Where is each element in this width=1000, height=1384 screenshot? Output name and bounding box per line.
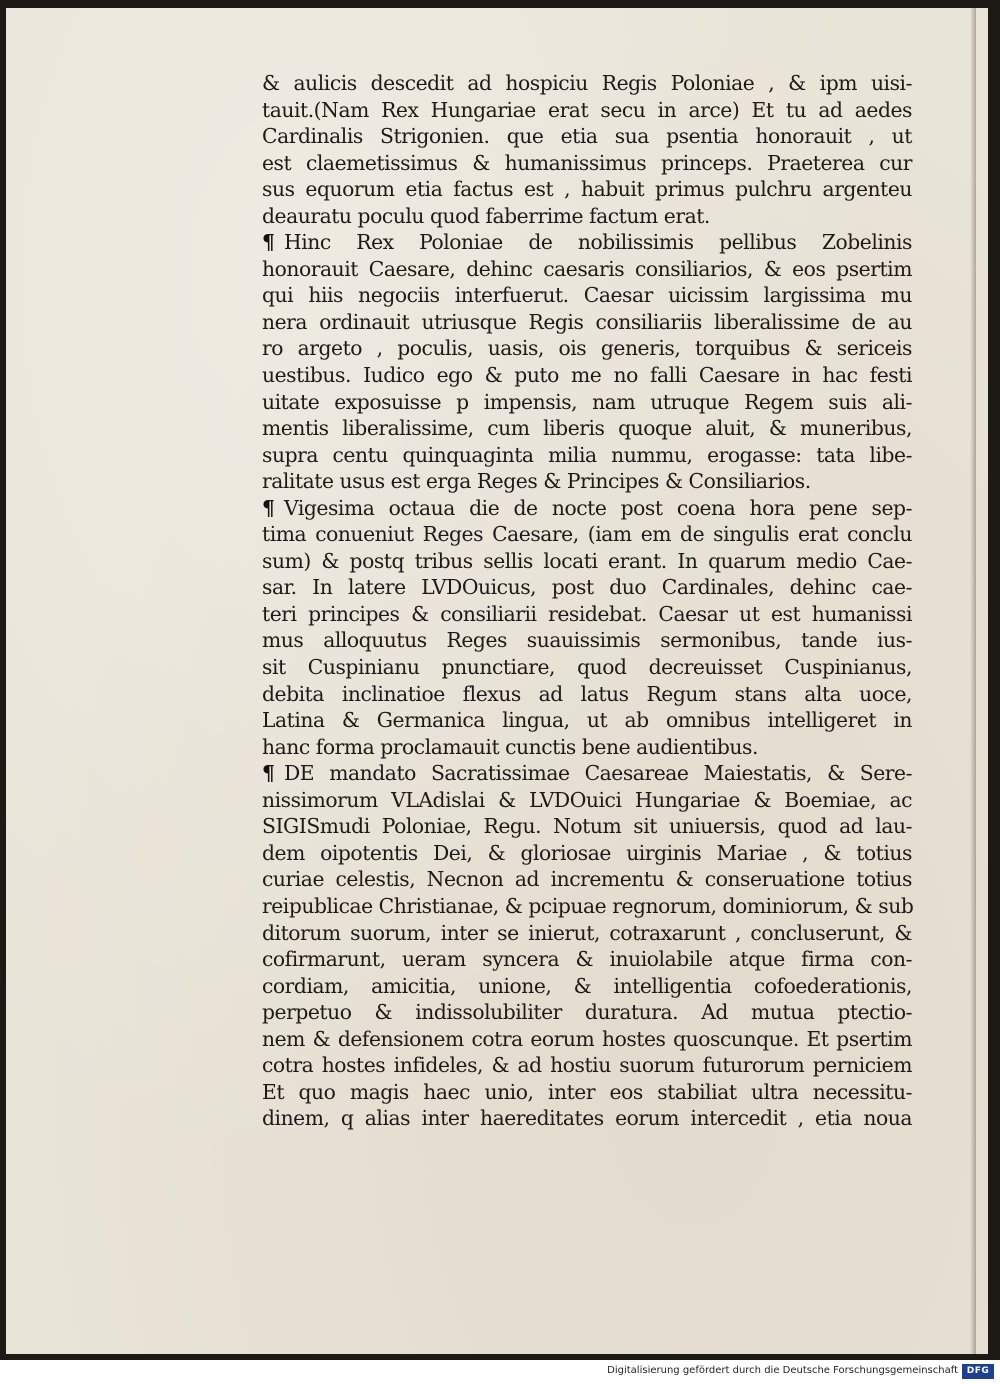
text-line-content: & aulicis descedit ad hospiciu Regis Poloniae , & ipm uisi- [262,71,912,95]
text-line-content: perpetuo & indissolubiliter duratura. Ad mutua ptectio- [262,1000,912,1025]
text-line [262,627,912,654]
text-line [262,282,912,309]
text-line-content: qui hiis negociis interfuerut. Caesar uicissim largissima mu [262,283,912,308]
text-line [262,601,912,628]
text-line-content: uitate exposuisse p impensis, nam utruque Regem suis ali- [262,389,912,414]
text-line-content: tauit.(Nam Rex Hungariae erat secu in arce) Et tu ad aedes [262,97,912,122]
dfg-logo: DFG [962,1364,994,1379]
text-line-content: nera ordinauit utriusque Regis consiliariis liberalissime de au [262,309,912,334]
text-line-content: debita inclinatioe flexus ad latus Regum stans alta uoce, [262,681,912,706]
text-line [262,866,912,893]
text-line [262,813,912,840]
text-line [262,70,912,97]
text-line [262,495,912,522]
printed-text-block [262,70,912,1132]
text-line [262,176,912,203]
text-line-content: cotra hostes infideles, & ad hostiu suorum futurorum perniciem [262,1053,912,1078]
text-line [262,787,912,814]
text-line-content: sum) & postq tribus sellis locati erant. In quarum medio Cae- [262,548,912,573]
text-line [262,973,912,1000]
text-line [262,1026,912,1053]
text-line-content: dinem, q alias inter haereditates eorum intercedit , etia noua [262,1106,912,1131]
text-line [262,946,912,973]
text-line-content: dem oipotentis Dei, & gloriosae uirginis Mariae , & totius [262,840,912,865]
text-line [262,681,912,708]
text-line-content: teri principes & consiliarii residebat. Caesar ut est humanissi [262,601,912,626]
text-line [262,309,912,336]
text-line-content: Et quo magis haec unio, inter eos stabiliat ultra necessitu- [262,1079,912,1104]
text-line-content: cordiam, amicitia, unione, & intelligentia cofoederationis, [262,973,912,998]
text-line-content: ditorum suorum, inter se inierut, cotraxarunt , concluserunt, & [262,920,912,945]
text-line-content: uestibus. Iudico ego & puto me no falli Caesare in hac festi [262,363,912,388]
text-line-content: ralitate usus est erga Reges & Principes & Consiliarios. [262,469,811,494]
text-line [262,150,912,177]
text-line [262,840,912,867]
text-line-content: mentis liberalissime, cum liberis quoque aluit, & muneribus, [262,416,912,441]
text-line [262,389,912,416]
text-line-content: est claemetissimus & humanissimus princeps. Praeterea cur [262,150,912,175]
text-line-content: honorauit Caesare, dehinc caesaris consiliarios, & eos psertim [262,256,912,281]
text-line-content: deauratu poculu quod faberrime factum erat. [262,203,710,228]
text-line [262,203,912,230]
text-line [262,999,912,1026]
text-line-content: SIGISmudi Poloniae, Regu. Notum sit uniuersis, quod ad lau- [262,814,912,839]
page-edge-shadow [970,8,976,1354]
text-line [262,1052,912,1079]
text-line [262,920,912,947]
text-line [262,97,912,124]
text-line [262,707,912,734]
text-line [262,893,912,920]
text-line [262,548,912,575]
text-line [262,468,912,495]
text-line-content: hanc forma proclamauit cunctis bene audientibus. [262,734,758,759]
text-line-content: mus alloquutus Reges suauissimis sermonibus, tande ius- [262,628,912,653]
text-line [262,654,912,681]
text-line-content: Vigesima octaua die de nocte post coena hora pene sep- [284,495,912,520]
text-line-content: sar. In latere LVDOuicus, post duo Cardinales, dehinc cae- [262,575,912,600]
text-line [262,574,912,601]
text-line-content: reipublicae Christianae, & pcipuae regnorum, dominiorum, & sub [262,893,914,918]
paragraph-mark: ¶ [262,761,275,786]
text-line-content: DE mandato Sacratissimae Caesareae Maiestatis, & Sere- [284,761,912,786]
text-line [262,760,912,787]
paragraph-mark: ¶ [262,495,275,520]
text-line-content: curiae celestis, Necnon ad incrementu & conseruatione totius [262,867,912,892]
text-line-content: cofirmarunt, ueram syncera & inuiolabile atque firma con- [262,947,912,972]
text-line-content: tima conueniut Reges Caesare, (iam em de singulis erat conclu [262,522,912,547]
text-line [262,335,912,362]
funding-credit: Digitalisierung gefördert durch die Deutsche Forschungsgemeinschaft [607,1365,958,1376]
text-line [262,256,912,283]
text-line [262,734,912,761]
text-line-content: Hinc Rex Poloniae de nobilissimis pellibus Zobelinis [284,230,912,255]
text-line [262,123,912,150]
text-line [262,415,912,442]
paragraph-mark: ¶ [262,230,275,255]
text-line-content: nem & defensionem cotra eorum hostes quoscunque. Et psertim [262,1026,912,1051]
text-line [262,362,912,389]
text-line-content: Cardinalis Strigonien. que etia sua psentia honorauit , ut [262,124,912,149]
text-line-content: nissimorum VLAdislai & LVDOuici Hungariae & Boemiae, ac [262,787,912,812]
text-line-content: sus equorum etia factus est , habuit primus pulchru argenteu [262,177,912,202]
text-line [262,442,912,469]
text-line-content: sit Cuspinianu pnunctiare, quod decreuisset Cuspinianus, [262,655,912,680]
footer-bar [0,1360,1000,1384]
text-line-content: ro argeto , poculis, uasis, ois generis, torquibus & sericeis [262,336,912,361]
text-line [262,521,912,548]
text-line-content: Latina & Germanica lingua, ut ab omnibus intelligeret in [262,708,912,733]
text-line-content: supra centu quinquaginta milia nummu, erogasse: tata libe- [262,442,912,467]
text-line [262,1105,912,1132]
text-line [262,229,912,256]
text-line [262,1079,912,1106]
